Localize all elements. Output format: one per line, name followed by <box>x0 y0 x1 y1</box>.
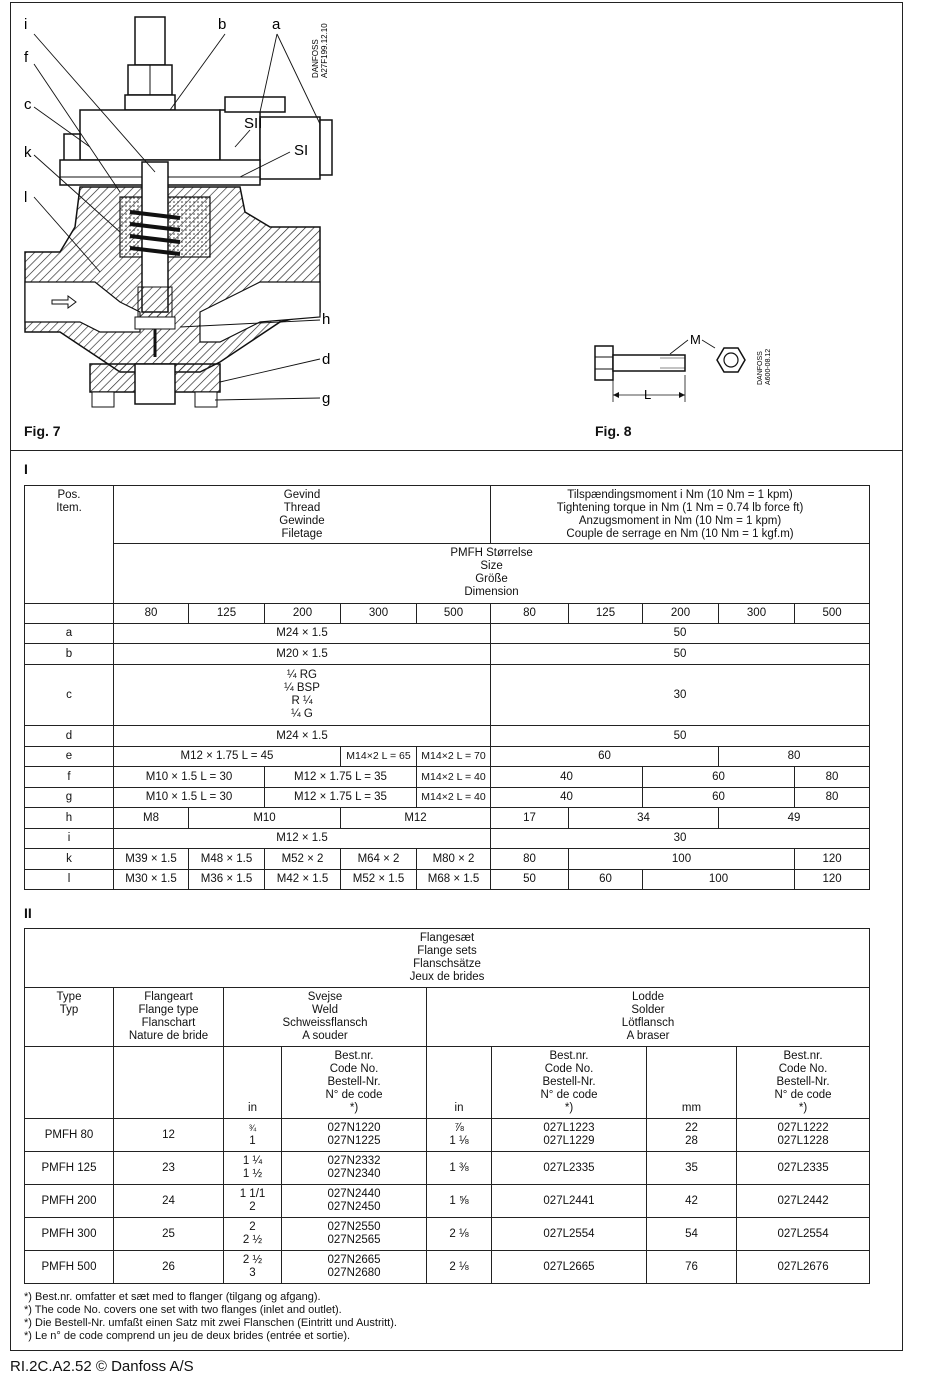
row-k: k M39 × 1.5 M48 × 1.5 M52 × 2 M64 × 2 M80 × 2 80 100 120 <box>25 849 870 870</box>
flange-row: PMFH 300 25 2 2 ½ 027N2550 027N2565 2 ⅛ 027L2554 54 027L2554 <box>25 1218 870 1251</box>
size-cell: 200 <box>265 604 341 624</box>
header-size: PMFH Størrelse Size Größe Dimension <box>114 544 870 604</box>
row-f: f M10 × 1.5 L = 30 M12 × 1.75 L = 35 M14×2 L = 40 40 60 80 <box>25 767 870 788</box>
footnote-fr: *) Le n° de code comprend un jeu de deux brides (entrée et sortie). <box>24 1330 351 1342</box>
header-torque: Tilspændingsmoment i Nm (10 Nm = 1 kpm) Tightening torque in Nm (1 Nm = 0.74 lb force ft) Anzugsmoment in Nm (10 Nm = 1 kpm) Couple de serrage en Nm (10 Nm = 1 kgf.m) <box>491 486 870 544</box>
size-cell: 125 <box>569 604 643 624</box>
fig7-valve-drawing <box>20 12 350 417</box>
fig7-caption: Fig. 7 <box>24 423 61 439</box>
header-code-solder: Best.nr. Code No. Bestell-Nr. N° de code *) <box>492 1047 647 1119</box>
header-pos: Pos. Item. <box>25 486 114 604</box>
flange-row: PMFH 200 24 1 1/1 2 027N2440 027N2450 1 ⅝ 027L2441 42 027L2442 <box>25 1185 870 1218</box>
flange-row: PMFH 125 23 1 ¼ 1 ½ 027N2332 027N2340 1 ⅜ 027L2335 35 027L2335 <box>25 1152 870 1185</box>
fig7-label-a: a <box>272 16 281 33</box>
size-cell: 500 <box>417 604 491 624</box>
header-flangetype: Flangeart Flange type Flanschart Nature de bride <box>114 988 224 1047</box>
header-weld: Svejse Weld Schweissflansch A souder <box>224 988 427 1047</box>
size-cell: 300 <box>719 604 795 624</box>
section-1-label: I <box>24 461 28 477</box>
footnotes <box>24 1291 397 1343</box>
fig7-label-c: c <box>24 96 32 113</box>
document-footer: RI.2C.A2.52 © Danfoss A/S <box>10 1358 194 1375</box>
footnote-de: *) Die Bestell-Nr. umfaßt einen Satz mit zwei Flanschen (Eintritt und Austritt). <box>24 1317 397 1329</box>
fig7-label-i: i <box>24 16 28 33</box>
fig7-label-sii: SII <box>244 115 263 132</box>
row-b: b M20 × 1.5 50 <box>25 644 870 665</box>
flange-table <box>24 928 870 1284</box>
unit-mm: mm <box>647 1047 737 1119</box>
header-code-mm: Best.nr. Code No. Bestell-Nr. N° de code *) <box>737 1047 870 1119</box>
fig7-label-d: d <box>322 351 331 368</box>
fig7-stamp-line1: DANFOSS <box>311 39 320 78</box>
fig7-label-l: l <box>24 189 28 206</box>
row-a: a M24 × 1.5 50 <box>25 624 870 644</box>
torque-table <box>24 485 870 890</box>
fig8-label-l: L <box>644 387 652 402</box>
fig7-label-k: k <box>24 144 32 161</box>
size-cell: 200 <box>643 604 719 624</box>
unit-in-solder: in <box>427 1047 492 1119</box>
header-type: Type Typ <box>25 988 114 1047</box>
header-solder: Lodde Solder Lötflansch A braser <box>427 988 870 1047</box>
fig8-label-m: M <box>690 332 701 347</box>
flange-row: PMFH 500 26 2 ½ 3 027N2665 027N2680 2 ⅛ 027L2665 76 027L2676 <box>25 1251 870 1284</box>
fig8-stamp-line2: A600-08.12 <box>765 348 772 385</box>
fig7-label-b: b <box>218 16 227 33</box>
row-i: i M12 × 1.5 30 <box>25 829 870 849</box>
size-cell: 80 <box>491 604 569 624</box>
figure-divider <box>10 450 903 451</box>
fig8-bolt-drawing <box>590 330 790 410</box>
header-thread: Gevind Thread Gewinde Filetage <box>114 486 491 544</box>
row-l: l M30 × 1.5 M36 × 1.5 M42 × 1.5 M52 × 1.5 M68 × 1.5 50 60 100 120 <box>25 870 870 890</box>
header-code-weld: Best.nr. Code No. Bestell-Nr. N° de code *) <box>282 1047 427 1119</box>
row-c: c ¼ RG ¼ BSP R ¼ ¼ G 30 <box>25 665 870 726</box>
size-cell: 500 <box>795 604 870 624</box>
fig7-label-g: g <box>322 390 331 407</box>
row-h: h M8 M10 M12 17 34 49 <box>25 808 870 829</box>
flange-row: PMFH 80 12 ¾ 1 027N1220 027N1225 ⅞ 1 ⅛ 027L1223 027L1229 22 28 027L1222 027L1228 <box>25 1119 870 1152</box>
fig8-stamp-line1: DANFOSS <box>757 351 764 385</box>
size-row <box>25 604 870 624</box>
footnote-en: *) The code No. covers one set with two flanges (inlet and outlet). <box>24 1304 342 1316</box>
size-cell: 80 <box>114 604 189 624</box>
fig8-caption: Fig. 8 <box>595 423 632 439</box>
section-2-label: II <box>24 905 32 921</box>
footnote-da: *) Best.nr. omfatter et sæt med to flanger (tilgang og afgang). <box>24 1291 321 1303</box>
fig7-label-h: h <box>322 311 331 328</box>
row-d: d M24 × 1.5 50 <box>25 726 870 747</box>
size-cell: 125 <box>189 604 265 624</box>
row-e: e M12 × 1.75 L = 45 M14×2 L = 65 M14×2 L = 70 60 80 <box>25 747 870 767</box>
fig7-label-f: f <box>24 49 29 66</box>
header-flangesets: Flangesæt Flange sets Flanschsätze Jeux de brides <box>25 929 870 988</box>
fig7-label-si: SI <box>294 142 309 159</box>
fig7-stamp-line2: A27F199.12.10 <box>320 23 329 78</box>
row-g: g M10 × 1.5 L = 30 M12 × 1.75 L = 35 M14×2 L = 40 40 60 80 <box>25 788 870 808</box>
size-cell: 300 <box>341 604 417 624</box>
unit-in-weld: in <box>224 1047 282 1119</box>
